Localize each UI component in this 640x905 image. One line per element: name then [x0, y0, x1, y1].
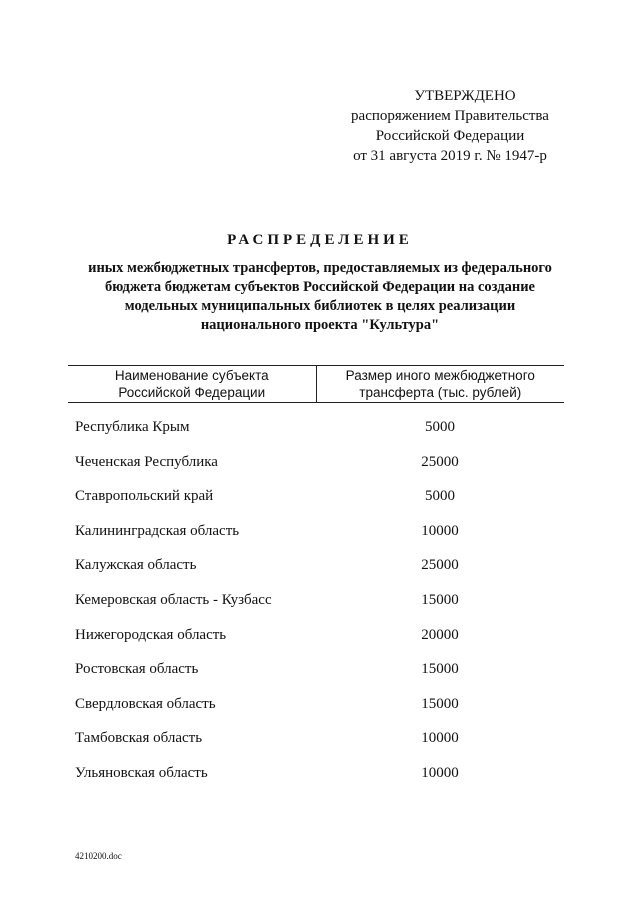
region-name: Чеченская Республика: [75, 453, 218, 470]
table-row: [0, 446, 640, 481]
region-name: Республика Крым: [75, 419, 190, 435]
document-file-code: 4210200.doc: [75, 851, 122, 861]
transfer-amount: 25000: [421, 557, 459, 574]
subtitle-line: модельных муниципальных библиотек в целях реализации: [124, 298, 516, 314]
subtitle-line: национального проекта "Культура": [200, 317, 440, 333]
transfer-amount: 5000: [425, 488, 455, 505]
region-name: Ростовская область: [75, 661, 199, 678]
document-title: РАСПРЕДЕЛЕНИЕ: [227, 232, 413, 248]
table-row: [0, 688, 640, 723]
header-region-line: Российской Федерации: [118, 385, 266, 400]
transfer-amount: 15000: [421, 695, 459, 712]
transfer-amount: 15000: [421, 661, 459, 678]
table-row: [0, 722, 640, 757]
approval-decree-date: от 31 августа 2019 г. № 1947-р: [353, 148, 547, 164]
transfer-amount: 10000: [421, 764, 459, 781]
region-name: Нижегородская область: [75, 626, 227, 643]
table-body: [0, 411, 640, 792]
subtitle-line: бюджета бюджетам субъектов Российской Федерации на создание: [105, 279, 535, 295]
header-amount-line: Размер иного межбюджетного: [345, 368, 535, 383]
region-name: Свердловская область: [75, 695, 216, 712]
header-region-line: Наименование субъекта: [114, 368, 269, 383]
region-name: Ставропольский край: [75, 488, 214, 505]
header-region: [68, 366, 317, 402]
region-name: Ульяновская область: [75, 764, 208, 781]
header-amount: [317, 366, 565, 402]
transfer-amount: 20000: [421, 626, 459, 643]
table-row: [0, 619, 640, 654]
approval-block: [300, 86, 600, 166]
document-subtitle: [60, 259, 580, 335]
table-row: [0, 549, 640, 584]
table-row: [0, 411, 640, 446]
transfer-amount: 5000: [425, 419, 455, 435]
approval-line-2: Российской Федерации: [375, 128, 525, 144]
table-header: [68, 365, 564, 403]
table-row: [0, 584, 640, 619]
approval-line-1: распоряжением Правительства: [351, 108, 549, 124]
region-name: Кемеровская область - Кузбасс: [75, 591, 272, 608]
table-row: [0, 653, 640, 688]
approval-stamp: УТВЕРЖДЕНО: [414, 88, 516, 104]
region-name: Тамбовская область: [75, 730, 203, 747]
transfer-amount: 15000: [421, 591, 459, 608]
region-name: Калининградская область: [75, 522, 240, 539]
header-amount-line: трансферта (тыс. рублей): [359, 385, 522, 400]
region-name: Калужская область: [75, 557, 197, 574]
table-row: [0, 480, 640, 515]
subtitle-line: иных межбюджетных трансфертов, предоставляемых из федерального: [88, 260, 552, 276]
transfer-amount: 25000: [421, 453, 459, 470]
table-row: [0, 757, 640, 792]
transfer-amount: 10000: [421, 522, 459, 539]
transfer-amount: 10000: [421, 730, 459, 747]
table-row: [0, 515, 640, 550]
